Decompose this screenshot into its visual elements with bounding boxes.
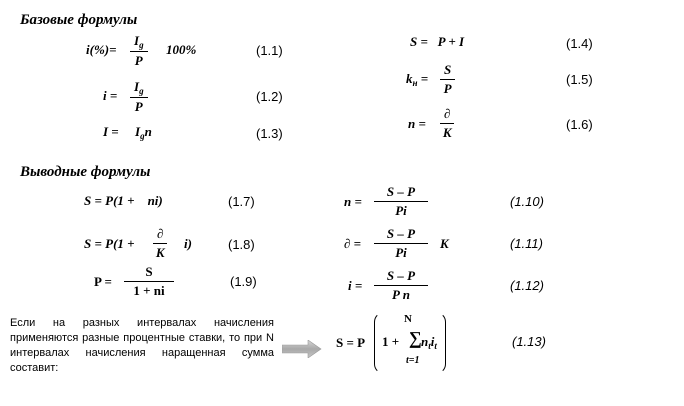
numerator: I (134, 79, 140, 94)
formula-lhs: P = (94, 274, 112, 289)
formula-text: S = P + I (410, 34, 465, 49)
numerator: I (134, 33, 140, 48)
formula-number: (1.13) (512, 334, 546, 349)
formula-fraction (130, 79, 148, 115)
heading-derived-formulas: Выводные формулы (20, 164, 151, 180)
formula-number: (1.10) (510, 194, 544, 209)
denominator: P (134, 53, 143, 68)
formula-number: (1.2) (256, 89, 283, 104)
formula-fraction (153, 226, 167, 261)
right-arrow-icon (282, 340, 322, 358)
numerator: S – P (374, 268, 428, 286)
denominator: 1 + ni (133, 283, 165, 298)
sigma-icon: ∑ (409, 328, 422, 348)
denominator: Pi (395, 203, 407, 218)
formula-fraction (130, 33, 148, 69)
formula-lhs: S = P (336, 335, 366, 350)
formula-rest: K (440, 236, 449, 251)
formula-number: (1.5) (566, 72, 593, 87)
numerator-subscript: g (139, 40, 144, 50)
formula-rest: i) (184, 236, 192, 251)
formula-lhs: i(%)= (86, 42, 117, 57)
formula-number: (1.9) (230, 274, 257, 289)
formula-number: (1.7) (228, 194, 255, 209)
formula-lhs: ∂ = (344, 236, 362, 251)
sum-upper-limit: N (404, 313, 412, 325)
numerator: ∂ (153, 226, 167, 244)
note-text: Если на разных интервалах начисления применяются разные процентные ставки, то при N интервалах начисления наращенная сумма составит: (10, 317, 274, 374)
formula-lhs: n = (408, 116, 426, 131)
numerator: S (124, 264, 174, 282)
denominator: P n (392, 287, 410, 302)
numerator: S – P (374, 184, 428, 202)
denominator: K (442, 125, 452, 140)
denominator: Pi (395, 245, 407, 260)
formula-rhs: $I_gn$ (135, 124, 152, 141)
formula-lhs: n = (344, 194, 362, 209)
heading-basic-formulas: Базовые формулы (20, 12, 138, 28)
formula-number: (1.3) (256, 126, 283, 141)
formula-number: (1.1) (256, 43, 283, 58)
formula-fraction (374, 226, 428, 261)
formula-fraction (440, 62, 455, 97)
numerator: S – P (374, 226, 428, 244)
formula-rest: 100% (166, 42, 197, 57)
formula-lhs: I = (103, 124, 119, 139)
formula-fraction (374, 268, 428, 303)
formula-number: (1.4) (566, 36, 593, 51)
formula-lhs: i = (103, 88, 118, 103)
numerator: S (440, 62, 455, 80)
formula-fraction (440, 106, 454, 141)
formula-fraction (374, 184, 428, 219)
formula-lhs: $k_н$ = (406, 71, 429, 88)
formula-number: (1.11) (510, 236, 543, 251)
formula-number: (1.12) (510, 278, 544, 293)
denominator: K (155, 245, 165, 260)
denominator: P (443, 81, 452, 96)
formula-lhs: i = (348, 278, 363, 293)
numerator: ∂ (440, 106, 454, 124)
formula-number: (1.6) (566, 117, 593, 132)
sum-prefix: 1 + (382, 334, 400, 349)
sum-lower-limit: t=1 (406, 355, 420, 366)
formula-lhs: S = P(1 + (84, 236, 135, 251)
denominator: P (134, 99, 143, 114)
numerator-subscript: g (139, 86, 144, 96)
formula-text: S = P(1 + ni) (84, 193, 163, 208)
sum-term: $n_ti_t$ (421, 334, 437, 351)
formula-fraction (124, 264, 174, 299)
formula-number: (1.8) (228, 237, 255, 252)
